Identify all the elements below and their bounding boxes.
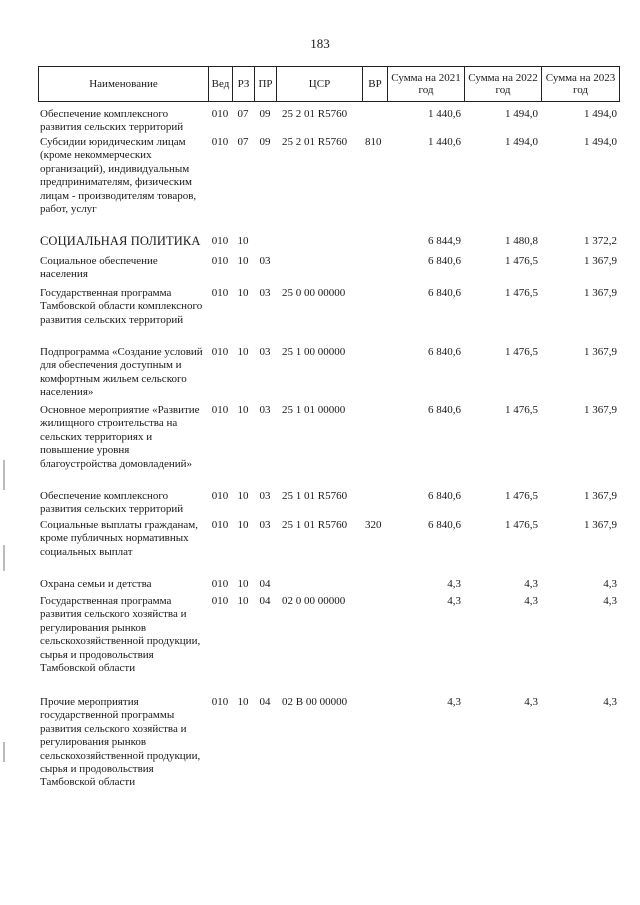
row-csr (276, 255, 362, 282)
table-header (38, 66, 620, 102)
row-vr (362, 255, 387, 282)
row-sum-2022: 1 476,5 (505, 404, 538, 416)
row-csr: 25 2 01 R5760 (282, 108, 348, 120)
row-vr (362, 595, 387, 675)
row-csr: 02 0 00 00000 (282, 595, 346, 607)
row-pr: 03 (259, 255, 271, 267)
row-sum-2023: 1 367,9 (584, 490, 617, 502)
row-ved: 010 (211, 578, 229, 590)
row-name: Социальное обеспечение населения (40, 255, 158, 281)
row-sum-2023: 4,3 (603, 595, 617, 607)
table-row (38, 346, 620, 400)
budget-table (38, 66, 620, 789)
header-csr: ЦСР (276, 67, 362, 101)
row-vr (362, 696, 387, 790)
row-rz: 10 (237, 578, 249, 590)
row-sum-2022: 1 476,5 (505, 519, 538, 531)
row-vr (362, 108, 387, 135)
row-name: Государственная программа развития сельского хозяйства и регулирования рынков сельскохозяйственной продукции, сырья и продовольствия Тамбовской области (40, 595, 201, 675)
row-sum-2021: 6 840,6 (428, 490, 461, 502)
row-ved: 010 (211, 346, 229, 358)
row-pr: 03 (259, 287, 271, 299)
table-row (38, 235, 620, 248)
row-vr: 320 (365, 519, 382, 531)
header-pr: ПР (254, 67, 276, 101)
row-csr (276, 578, 362, 591)
row-csr: 25 1 01 R5760 (282, 519, 348, 531)
row-sum-2023: 1 367,9 (584, 346, 617, 358)
row-ved: 010 (211, 696, 229, 708)
row-rz: 10 (237, 696, 249, 708)
row-name: Обеспечение комплексного развития сельских территорий (40, 108, 184, 134)
row-sum-2021: 4,3 (447, 595, 461, 607)
row-sum-2022: 1 476,5 (505, 490, 538, 502)
row-csr (276, 235, 362, 248)
row-vr: 810 (365, 136, 382, 148)
row-ved: 010 (211, 108, 229, 120)
header-sum-2023: Сумма на 2023 год (541, 67, 620, 101)
header-sum-2022: Сумма на 2022 год (464, 67, 541, 101)
table-row (38, 595, 620, 675)
table-row (38, 136, 620, 216)
row-pr: 09 (259, 136, 271, 148)
table-row (38, 404, 620, 471)
row-sum-2023: 1 494,0 (584, 136, 617, 148)
row-rz: 10 (237, 404, 249, 416)
row-rz: 10 (237, 235, 249, 247)
table-row (38, 108, 620, 135)
row-pr: 03 (259, 404, 271, 416)
row-pr: 03 (259, 519, 271, 531)
row-name: Прочие мероприятия государственной программы развития сельского хозяйства и регулирования рынков сельскохозяйственной продукции, сырья и продовольствия Тамбовской области (40, 696, 201, 789)
row-vr (362, 287, 387, 327)
row-sum-2022: 4,3 (524, 578, 538, 590)
row-csr: 25 2 01 R5760 (282, 136, 348, 148)
header-name: Наименование (38, 67, 208, 101)
row-pr (254, 235, 276, 248)
row-sum-2023: 4,3 (603, 696, 617, 708)
row-sum-2021: 6 840,6 (428, 287, 461, 299)
row-ved: 010 (211, 490, 229, 502)
row-name: Основное мероприятие «Развитие жилищного строительства на сельских территориях и повышение уровня благоустройства домовладений» (40, 404, 200, 470)
row-csr: 25 1 00 00000 (282, 346, 346, 358)
table-row (38, 490, 620, 517)
table-row (38, 255, 620, 282)
row-rz: 10 (237, 519, 249, 531)
row-sum-2021: 1 440,6 (428, 108, 461, 120)
row-sum-2021: 6 840,6 (428, 519, 461, 531)
row-sum-2023: 4,3 (603, 578, 617, 590)
row-sum-2023: 1 494,0 (584, 108, 617, 120)
row-pr: 04 (259, 696, 271, 708)
row-rz: 07 (237, 136, 249, 148)
row-pr: 03 (259, 346, 271, 358)
row-name: Субсидии юридическим лицам (кроме некоммерческих организаций), индивидуальным предпринимателям, физическим лицам - производителям товаров, работ, услуг (40, 136, 197, 216)
table-row (38, 287, 620, 327)
row-name: Подпрограмма «Создание условий для обеспечения доступным и комфортным жильем сельского населения» (40, 346, 203, 399)
row-sum-2022: 4,3 (524, 595, 538, 607)
row-ved: 010 (211, 136, 229, 148)
row-sum-2022: 1 480,8 (505, 235, 538, 247)
row-sum-2021: 6 844,9 (428, 235, 461, 247)
row-sum-2022: 1 494,0 (505, 108, 538, 120)
table-row (38, 519, 620, 559)
row-sum-2023: 1 367,9 (584, 519, 617, 531)
row-name: Обеспечение комплексного развития сельских территорий (40, 490, 184, 516)
row-csr: 25 1 01 00000 (282, 404, 346, 416)
row-pr: 09 (259, 108, 271, 120)
row-sum-2022: 1 494,0 (505, 136, 538, 148)
row-name: Охрана семьи и детства (40, 578, 152, 590)
row-csr: 25 0 00 00000 (282, 287, 346, 299)
row-name: СОЦИАЛЬНАЯ ПОЛИТИКА (40, 234, 201, 248)
row-name: Государственная программа Тамбовской области комплексного развития сельских территорий (40, 287, 203, 326)
row-csr: 25 1 01 R5760 (282, 490, 348, 502)
row-pr: 03 (259, 490, 271, 502)
header-sum-2021: Сумма на 2021 год (387, 67, 464, 101)
row-sum-2021: 6 840,6 (428, 404, 461, 416)
table-row (38, 696, 620, 790)
binding-mark (3, 545, 5, 571)
row-vr (362, 346, 387, 400)
row-sum-2021: 4,3 (447, 696, 461, 708)
row-rz: 10 (237, 255, 249, 267)
row-vr (362, 490, 387, 517)
table-row (38, 578, 620, 591)
row-sum-2022: 4,3 (524, 696, 538, 708)
row-sum-2021: 6 840,6 (428, 346, 461, 358)
row-sum-2023: 1 367,9 (584, 255, 617, 267)
row-sum-2023: 1 367,9 (584, 404, 617, 416)
row-csr: 02 В 00 00000 (282, 696, 348, 708)
row-vr (362, 404, 387, 471)
row-rz: 10 (237, 346, 249, 358)
header-vr: ВР (362, 67, 387, 101)
row-ved: 010 (211, 255, 229, 267)
row-vr (362, 578, 387, 591)
row-pr: 04 (259, 578, 271, 590)
row-sum-2023: 1 367,9 (584, 287, 617, 299)
row-ved: 010 (211, 235, 229, 247)
page-number: 183 (310, 36, 330, 51)
row-ved: 010 (211, 519, 229, 531)
row-vr (362, 235, 387, 248)
row-rz: 10 (237, 287, 249, 299)
binding-mark (3, 742, 5, 762)
row-sum-2021: 4,3 (447, 578, 461, 590)
row-sum-2023: 1 372,2 (584, 235, 617, 247)
row-rz: 10 (237, 490, 249, 502)
row-ved: 010 (211, 287, 229, 299)
row-name: Социальные выплаты гражданам, кроме публичных нормативных социальных выплат (40, 519, 198, 558)
header-rz: РЗ (232, 67, 254, 101)
row-sum-2021: 6 840,6 (428, 255, 461, 267)
row-sum-2021: 1 440,6 (428, 136, 461, 148)
row-sum-2022: 1 476,5 (505, 287, 538, 299)
row-pr: 04 (259, 595, 271, 607)
row-sum-2022: 1 476,5 (505, 346, 538, 358)
header-ved: Вед (208, 67, 232, 101)
binding-mark (3, 460, 5, 490)
row-rz: 10 (237, 595, 249, 607)
row-ved: 010 (211, 595, 229, 607)
row-ved: 010 (211, 404, 229, 416)
row-sum-2022: 1 476,5 (505, 255, 538, 267)
row-rz: 07 (237, 108, 249, 120)
